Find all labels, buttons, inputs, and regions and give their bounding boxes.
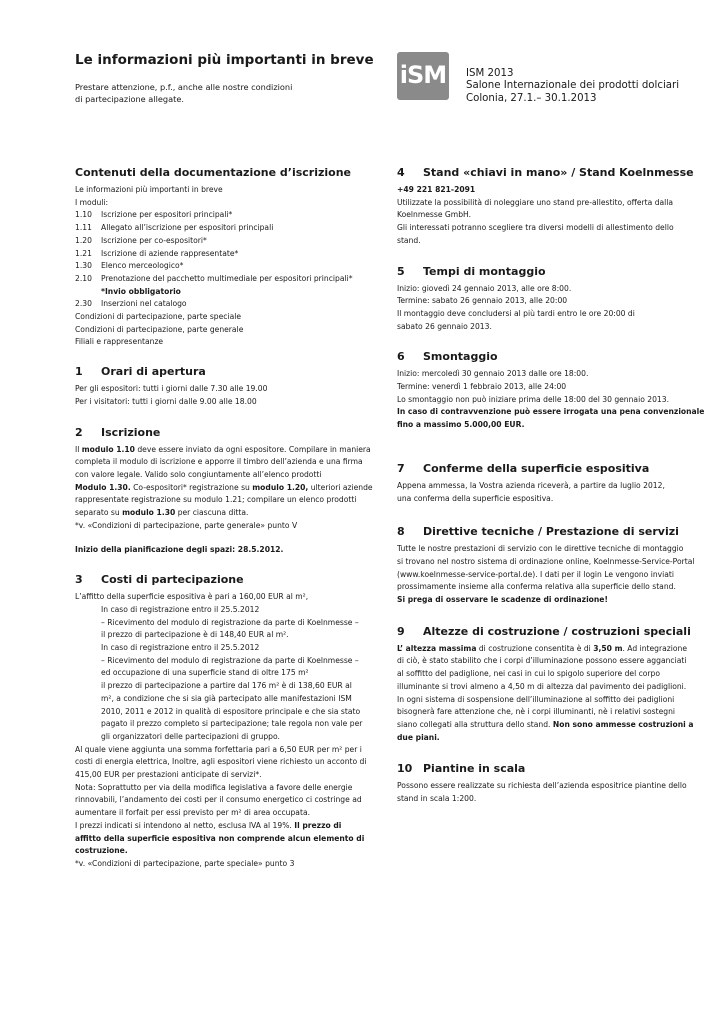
section-10-title xyxy=(397,762,713,778)
text-line: siano collegati alla struttura dello stand. Non sono ammesse costruzioni a xyxy=(397,719,694,729)
section-heading: Altezze di costruzione / costruzioni speciali xyxy=(423,624,691,638)
section-number: 3 xyxy=(75,573,83,587)
text-line: Nota: Soprattutto per via della modifica legislativa a favore delle energie xyxy=(75,782,353,792)
section-9-title xyxy=(397,625,713,641)
indent-spacer xyxy=(75,286,101,299)
section-3-body xyxy=(75,591,375,870)
contents-item-number: 2.30 xyxy=(75,299,92,309)
subtitle-line: di partecipazione allegate. xyxy=(75,94,184,105)
text-line: Per gli espositori: tutti i giorni dalle 7.30 alle 19.00 xyxy=(75,384,268,394)
text-line: Inizio: giovedì 24 gennaio 2013, alle ore 8:00. xyxy=(397,283,572,293)
section-8-body xyxy=(397,543,713,607)
text-line: fino a massimo 5.000,00 EUR. xyxy=(397,420,525,430)
text-line: bisognerà fare attenzione che, nè i corpi illuminanti, nè i relativi sostegni xyxy=(397,707,676,717)
section-heading: Smontaggio xyxy=(423,350,498,364)
contents-title: Contenuti della documentazione d’iscrizione xyxy=(75,166,352,179)
contents-item xyxy=(75,260,375,273)
contents-item xyxy=(75,286,375,299)
contents-item-label: Allegato all’iscrizione per espositori principali xyxy=(101,223,274,233)
contents-item xyxy=(75,248,375,261)
text-line: il prezzo di partecipazione è di 148,40 EUR al m². xyxy=(101,630,289,640)
text-line: illuminante si trovi almeno a 4,50 m di altezza dal pavimento dei padiglioni. xyxy=(397,681,687,691)
text-line: rappresentate registrazione su modulo 1.21; compilare un elenco prodotti xyxy=(75,495,357,505)
logo-text: iSM xyxy=(399,61,447,89)
ism-logo xyxy=(397,52,449,100)
section-number: 2 xyxy=(75,425,83,439)
text-line: Termine: sabato 26 gennaio 2013, alle 20:00 xyxy=(397,296,568,306)
text-line: prossimamente insieme alla conferma relativa alla superficie dello stand. xyxy=(397,582,676,592)
section-heading: Piantine in scala xyxy=(423,762,526,776)
section-4-title xyxy=(397,166,713,182)
contents-item-label: Prenotazione del pacchetto multimediale per espositori principali* xyxy=(101,273,353,283)
text-line: Utilizzate la possibilità di noleggiare uno stand pre-allestito, offerta dalla xyxy=(397,197,674,207)
contents-item-number: 1.30 xyxy=(75,261,92,271)
text-line: Il modulo 1.10 deve essere inviato da ogni espositore. Compilare in maniera xyxy=(75,444,371,454)
event-info xyxy=(466,68,679,105)
section-10-body xyxy=(397,780,713,805)
text-line: L’affitto della superficie espositiva è pari a 160,00 EUR al m², xyxy=(75,592,309,602)
phone-number: +49 221 821-2091 xyxy=(397,185,476,194)
section-number: 8 xyxy=(397,525,405,539)
contents-item-number: 1.11 xyxy=(75,223,92,233)
contents-item-number: 1.21 xyxy=(75,248,92,258)
contents-item xyxy=(75,273,375,286)
section-6-body xyxy=(397,368,713,432)
contents-item xyxy=(75,336,375,349)
contents-list xyxy=(75,184,375,349)
text-line: 415,00 EUR per prestazioni anticipate di servizi*. xyxy=(75,770,262,780)
contents-item xyxy=(75,298,375,311)
text-line: ed occupazione di una superficie stand di oltre 175 m² xyxy=(101,668,309,678)
page-title: Le informazioni più importanti in breve xyxy=(75,52,374,68)
text-line: Modulo 1.30. Co-espositori* registrazione su modulo 1.20, ulteriori aziende xyxy=(75,482,373,492)
text-line: con valore legale. Valido solo congiuntamente all’elenco prodotti xyxy=(75,469,322,479)
subtitle-line: Prestare attenzione, p.f., anche alle nostre condizioni xyxy=(75,82,293,92)
text-line: costi di energia elettrica, Inoltre, agli espositori viene richiesto un acconto di xyxy=(75,757,367,767)
text-line: In ogni sistema di sospensione dell’illuminazione al soffitto dei padiglioni xyxy=(397,694,675,704)
contents-item-label: Le informazioni più importanti in breve xyxy=(75,185,223,194)
contents-item-number: 1.10 xyxy=(75,210,92,220)
contents-item-number: 2.10 xyxy=(75,273,92,283)
section-8-title xyxy=(397,525,713,541)
text-line: I prezzi indicati si intendono al netto, esclusa IVA al 19%. Il prezzo di xyxy=(75,820,342,830)
contents-item-label: Iscrizione per co-espositori* xyxy=(101,235,207,245)
text-line: Il montaggio deve concludersi al più tardi entro le ore 20:00 di xyxy=(397,308,635,318)
text-line: Per i visitatori: tutti i giorni dalle 9.00 alle 18.00 xyxy=(75,396,257,406)
text-line: – Ricevimento del modulo di registrazione da parte di Koelnmesse – xyxy=(101,617,359,627)
text-line: gli organizzatori delle partecipazioni di gruppo. xyxy=(101,731,280,741)
contents-item-label: Filiali e rappresentanze xyxy=(75,337,164,347)
contents-item-label: Condizioni di partecipazione, parte generale xyxy=(75,324,244,334)
text-line: Al quale viene aggiunta una somma forfettaria pari a 6,50 EUR per m² per i xyxy=(75,744,362,754)
contents-item-label: Inserzioni nel catalogo xyxy=(101,299,187,309)
text-line: una conferma della superficie espositiva. xyxy=(397,493,554,503)
section-heading: Orari di apertura xyxy=(101,365,206,379)
text-line: L’ altezza massima di costruzione consentita è di 3,50 m. Ad integrazione xyxy=(397,643,688,653)
text-line: – Ricevimento del modulo di registrazione da parte di Koelnmesse – xyxy=(101,655,359,665)
text-line: Inizio della pianificazione degli spazi: 28.5.2012. xyxy=(75,545,284,555)
contents-item-label: Iscrizione di aziende rappresentate* xyxy=(101,248,239,258)
text-line: rinnovabili, l’andamento dei costi per il consumo energetico ci costringe ad xyxy=(75,795,362,805)
section-number: 5 xyxy=(397,264,405,278)
section-2-title xyxy=(75,426,375,442)
event-description: Salone Internazionale dei prodotti dolciari xyxy=(466,80,680,92)
section-heading: Direttive tecniche / Prestazione di servizi xyxy=(423,525,679,539)
contents-item-label: Elenco merceologico* xyxy=(101,261,184,271)
section-2-body xyxy=(75,444,375,558)
section-6-title xyxy=(397,350,713,366)
text-line: In caso di registrazione entro il 25.5.2012 xyxy=(101,642,260,652)
section-9-body xyxy=(397,643,713,745)
left-column xyxy=(75,166,375,871)
section-1-title xyxy=(75,365,375,381)
text-line: Inizio: mercoledì 30 gennaio 2013 dalle ore 18:00. xyxy=(397,369,589,379)
section-number: 1 xyxy=(75,365,83,379)
text-line: al soffitto del padiglione, nei casi in cui lo spigolo superiore del corpo xyxy=(397,669,661,679)
text-line: costruzione. xyxy=(75,846,128,856)
section-number: 9 xyxy=(397,624,405,638)
text-line: Appena ammessa, la Vostra azienda riceverà, a partire da luglio 2012, xyxy=(397,480,665,490)
section-4-body xyxy=(397,184,713,248)
text-line: In caso di registrazione entro il 25.5.2012 xyxy=(101,604,260,614)
text-line: pagato il prezzo completo si partecipazione; tale regola non vale per xyxy=(101,719,363,729)
contents-item-label: *Invio obbligatorio xyxy=(101,286,181,296)
text-line: aumentare il forfait per essi previsto per m² di area occupata. xyxy=(75,808,311,818)
text-line: completa il modulo di iscrizione e apporre il timbro dell’azienda e una firma xyxy=(75,457,363,467)
right-column xyxy=(397,166,713,806)
contents-item-label: Condizioni di partecipazione, parte speciale xyxy=(75,312,241,322)
text-line: stand in scala 1:200. xyxy=(397,794,477,804)
text-line: stand. xyxy=(397,235,421,245)
event-dates: Colonia, 27.1.– 30.1.2013 xyxy=(466,92,597,104)
contents-item xyxy=(75,324,375,337)
section-number: 7 xyxy=(397,461,405,475)
section-heading: Costi di partecipazione xyxy=(101,573,244,587)
section-5-title xyxy=(397,265,713,281)
text-line: di ciò, è stato stabilito che i corpi d’illuminazione possono essere agganciati xyxy=(397,656,687,666)
section-7-body xyxy=(397,480,713,505)
section-number: 10 xyxy=(397,762,413,776)
section-number: 6 xyxy=(397,350,405,364)
text-line: In caso di contravvenzione può essere irrogata una pena convenzionale xyxy=(397,407,705,417)
section-heading: Stand «chiavi in mano» / Stand Koelnmesse xyxy=(423,166,694,179)
text-line: affitto della superficie espositiva non comprende alcun elemento di xyxy=(75,833,365,843)
section-heading: Conferme della superficie espositiva xyxy=(423,461,650,475)
contents-item xyxy=(75,222,375,235)
contents-item xyxy=(75,197,375,210)
text-line: 2010, 2011 e 2012 in qualità di espositore principale e che sia stato xyxy=(101,706,361,716)
text-line: due piani. xyxy=(397,732,440,742)
contents-item-label: I moduli: xyxy=(75,197,109,207)
section-3-title xyxy=(75,573,375,589)
text-line: Lo smontaggio non può iniziare prima delle 18:00 del 30 gennaio 2013. xyxy=(397,394,669,404)
section-number: 4 xyxy=(397,166,405,179)
section-5-body xyxy=(397,283,713,334)
text-line: separato su modulo 1.30 per ciascuna ditta. xyxy=(75,508,249,518)
text-line: *v. «Condizioni di partecipazione, parte generale» punto V xyxy=(75,520,298,530)
text-line: Si prega di osservare le scadenze di ordinazione! xyxy=(397,595,608,605)
text-line: Possono essere realizzate su richiesta dell’azienda espositrice piantine dello xyxy=(397,781,687,791)
contents-item xyxy=(75,209,375,222)
section-heading: Tempi di montaggio xyxy=(423,264,546,278)
text-line: Koelnmesse GmbH. xyxy=(397,210,472,220)
text-line: m², a condizione che si sia già partecipato alle manifestazioni ISM xyxy=(101,693,352,703)
contents-item xyxy=(75,235,375,248)
indented-block xyxy=(75,604,375,744)
text-line: (www.koelnmesse-service-portal.de). I dati per il login Le vengono inviati xyxy=(397,569,675,579)
text-line: Gli interessati potranno scegliere tra diversi modelli di allestimento dello xyxy=(397,223,674,233)
text-line: Termine: venerdì 1 febbraio 2013, alle 24:00 xyxy=(397,382,567,392)
contents-item xyxy=(75,184,375,197)
text-line: il prezzo di partecipazione a partire dal 176 m² è di 138,60 EUR al xyxy=(101,681,352,691)
section-7-title xyxy=(397,462,713,478)
text-line: si trovano nel nostro sistema di ordinazione online, Koelnmesse-Service-Portal xyxy=(397,556,695,566)
event-name: ISM 2013 xyxy=(466,68,514,79)
section-1-body xyxy=(75,383,375,408)
text-line: Tutte le nostre prestazioni di servizio con le direttive tecniche di montaggio xyxy=(397,544,684,554)
contents-item-number: 1.20 xyxy=(75,235,92,245)
text-line: *v. «Condizioni di partecipazione, parte speciale» punto 3 xyxy=(75,858,295,868)
contents-item-label: Iscrizione per espositori principali* xyxy=(101,210,233,220)
text-line: sabato 26 gennaio 2013. xyxy=(397,321,492,331)
page-subtitle xyxy=(75,81,292,106)
contents-item xyxy=(75,311,375,324)
section-heading: Iscrizione xyxy=(101,425,161,439)
